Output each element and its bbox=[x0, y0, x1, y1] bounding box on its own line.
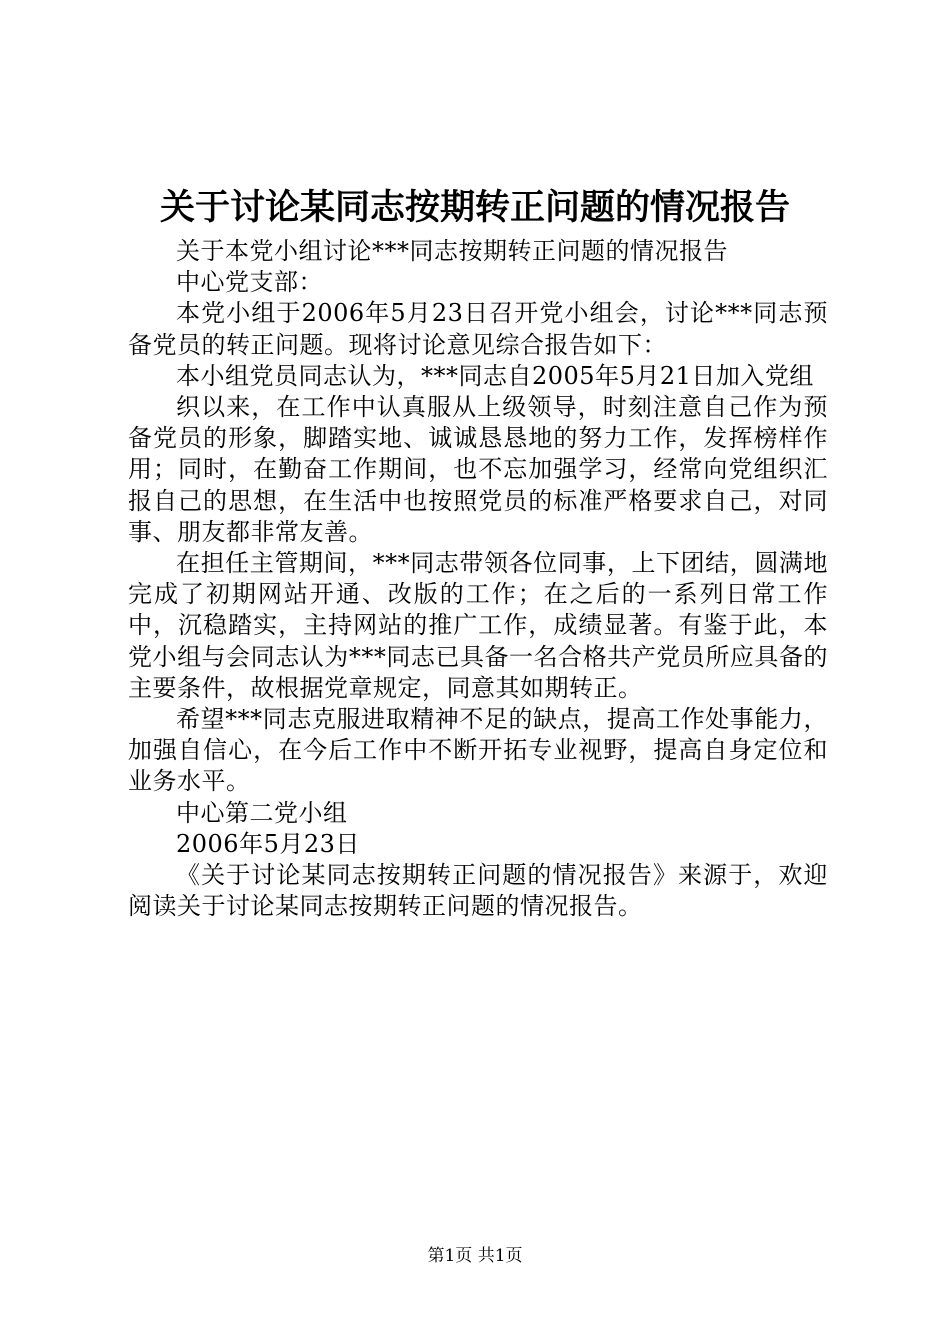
recipient-line: 中心党支部： bbox=[176, 268, 323, 297]
signature-date: 2006年5月23日 bbox=[176, 829, 360, 858]
document-title: 关于讨论某同志按期转正问题的情况报告 bbox=[159, 187, 790, 228]
paragraph-meeting: 本党小组于2006年5月23日召开党小组会，讨论***同志预备党员的转正问题。现将讨论意见综合报告如下： bbox=[128, 299, 828, 359]
document-body bbox=[128, 236, 828, 922]
page-footer: 第1页 共1页 bbox=[427, 1246, 523, 1266]
source-note: 《关于讨论某同志按期转正问题的情况报告》来源于，欢迎阅读关于讨论某同志按期转正问题的情况报告。 bbox=[128, 861, 828, 921]
paragraph-work-performance: 在担任主管期间，***同志带领各位同事，上下团结，圆满地完成了初期网站开通、改版的工作；在之后的一系列日常工作中，沉稳踏实，主持网站的推广工作，成绩显著。有鉴于此，本党小组与会同志认为***同志已具备一名合格共产党员所应具备的主要条件，故根据党章规定，同意其如期转正。 bbox=[128, 549, 828, 702]
report-heading: 关于本党小组讨论***同志按期转正问题的情况报告 bbox=[176, 237, 728, 265]
signature-group: 中心第二党小组 bbox=[176, 798, 348, 827]
paragraph-opinion-start: 本小组党员同志认为，***同志自2005年5月21日加入党组 bbox=[176, 361, 814, 390]
paragraph-opinion-continued: 织以来，在工作中认真服从上级领导，时刻注意自己作为预备党员的形象，脚踏实地、诚诚恳恳地的努力工作，发挥榜样作用；同时，在勤奋工作期间，也不忘加强学习，经常向党组织汇报自己的思想，在生活中也按照党员的标准严格要求自己，对同事、朋友都非常友善。 bbox=[128, 393, 828, 546]
paragraph-hope: 希望***同志克服进取精神不足的缺点，提高工作处事能力，加强自信心，在今后工作中不断开拓专业视野，提高自身定位和业务水平。 bbox=[128, 705, 828, 796]
